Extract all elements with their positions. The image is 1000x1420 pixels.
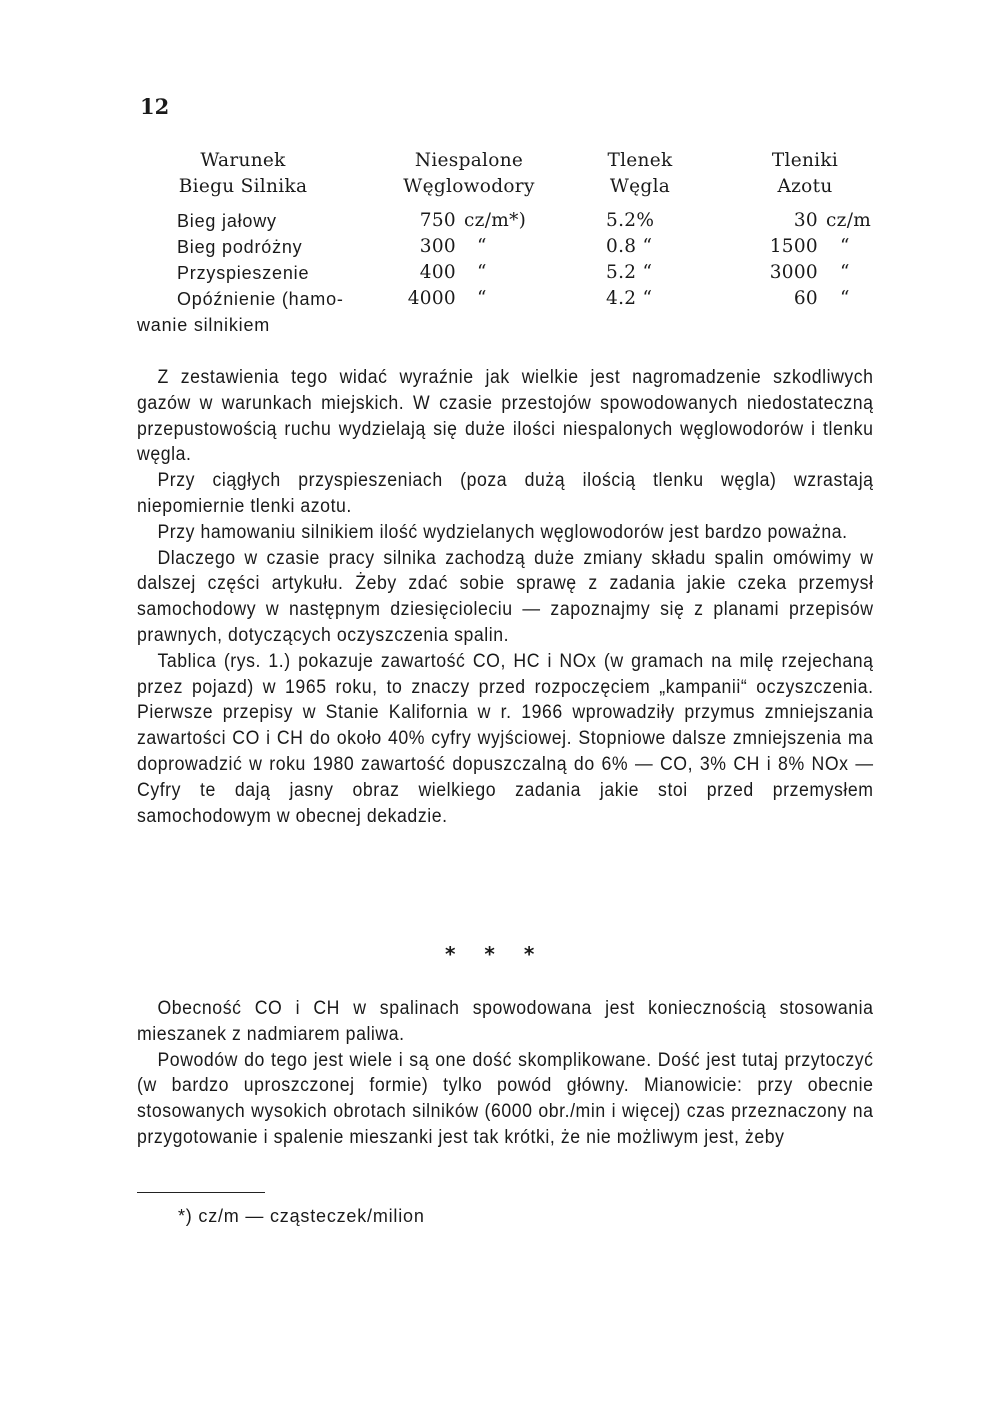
- table-cell-nox: 30: [793, 210, 818, 231]
- header-line: Niespalone: [414, 150, 524, 171]
- header-line: Azotu: [777, 176, 833, 197]
- paragraph: Przy ciągłych przyspieszeniach (poza dużą ilością tlenku węgla) wzrastają niepomiernie tlenki azotu.: [137, 470, 874, 517]
- paragraph: Tablica (rys. 1.) pokazuje zawartość CO, HC i NOx (w gramach na milę rzejechaną przez pojazd) w 1965 roku, to znaczy przed rozpoczęciem „kampanii“ oczyszczenia. Pierwsze przepisy w Stanie Kalifornia w r. 1966 wprowadziły przymus zmniejszania zawartości CO i CH do około 40% cyfry wyjściowej. Stopniowe dalsze zmniejszenia ma doprowadzić w roku 1980 zawartość dopuszczalną do 6% — CO, 3% CH i 8% NOx — Cyfry te dają jasny obraz wielkiego zadania jakie stoi przed przemysłem samochodowym w obecnej dekadzie.: [137, 650, 874, 827]
- header-line: Węglowodory: [403, 176, 535, 197]
- table-cell-nox: 60: [793, 288, 818, 309]
- table-row-label: Bieg podróżny: [177, 237, 303, 257]
- table-cell-nox: 1500: [769, 236, 818, 257]
- table-cell-nox-unit: “: [840, 236, 850, 257]
- table-cell-hc-unit: “: [477, 262, 487, 283]
- table-header-hc: [384, 148, 554, 200]
- paragraph: Obecność CO i CH w spalinach spowodowana jest koniecznością stosowania mieszanek z nadmiarem paliwa.: [137, 998, 874, 1045]
- table-cell-nox-unit: “: [840, 262, 850, 283]
- table-cell-hc-unit: “: [477, 236, 487, 257]
- body-text-section-1: [137, 365, 874, 829]
- table-cell-nox-unit: “: [840, 288, 850, 309]
- page-number: 12: [140, 94, 170, 119]
- table-row-label: Przyspieszenie: [177, 263, 310, 283]
- paragraph: Dlaczego w czasie pracy silnika zachodzą duże zmiany składu spalin omówimy w dalszej części artykułu. Żeby zdać sobie sprawę z zadania jakie czeka przemysł samochodowy w następnym dziesięcioleciu — zapoznajmy się z planami przepisów prawnych, dotyczących oczyszczenia spalin.: [137, 547, 874, 646]
- table-header-nox: [755, 148, 855, 200]
- table-cell-co: 0.8 “: [606, 236, 653, 257]
- table-cell-co: 5.2%: [606, 210, 655, 231]
- header-line: Węgla: [609, 176, 671, 197]
- table-cell-nox-unit: cz/m: [826, 210, 872, 231]
- table-cell-co: 5.2 “: [606, 262, 653, 283]
- table-row-label: Bieg jałowy: [177, 211, 277, 231]
- table-row-label-continued: wanie silnikiem: [137, 315, 271, 335]
- table-cell-co: 4.2 “: [606, 288, 653, 309]
- paragraph: Przy hamowaniu silnikiem ilość wydzielanych węglowodorów jest bardzo poważna.: [157, 521, 848, 543]
- footnote-divider: [137, 1192, 265, 1193]
- footnote: *) cz/m — cząsteczek/milion: [178, 1206, 425, 1226]
- table-row-label: Opóźnienie (hamo-: [177, 289, 344, 309]
- section-separator: * * *: [445, 942, 535, 966]
- header-line: Biegu Silnika: [178, 176, 308, 197]
- table-header-co: [590, 148, 690, 200]
- table-cell-hc: 300: [419, 236, 456, 257]
- table-cell-hc: 4000: [407, 288, 456, 309]
- body-text-section-2: [137, 996, 874, 1151]
- header-line: Warunek: [200, 150, 286, 171]
- table-cell-hc: 400: [419, 262, 456, 283]
- header-line: Tlenek: [607, 150, 673, 171]
- paragraph: Z zestawienia tego widać wyraźnie jak wielkie jest nagromadzenie szkodliwych gazów w warunkach miejskich. W czasie przestojów spowodowanych niedostateczną przepustowością ruchu wydzielają się duże ilości niespalonych węglowodorów i tlenku węgla.: [137, 367, 874, 466]
- table-cell-nox: 3000: [769, 262, 818, 283]
- header-line: Tleniki: [771, 150, 839, 171]
- paragraph: Powodów do tego jest wiele i są one dość skomplikowane. Dość jest tutaj przytoczyć (w bardzo uproszczonej formie) tylko powód główny. Mianowicie: przy obecnie stosowanych wysokich obrotach silników (6000 obr./min i więcej) czas przeznaczony na przygotowanie i spalenie mieszanki jest tak krótki, że nie możliwym jest, żeby: [137, 1049, 874, 1148]
- table-cell-hc: 750: [419, 210, 456, 231]
- table-cell-hc-unit: cz/m*): [464, 210, 527, 231]
- table-header-condition: [168, 148, 318, 200]
- table-cell-hc-unit: “: [477, 288, 487, 309]
